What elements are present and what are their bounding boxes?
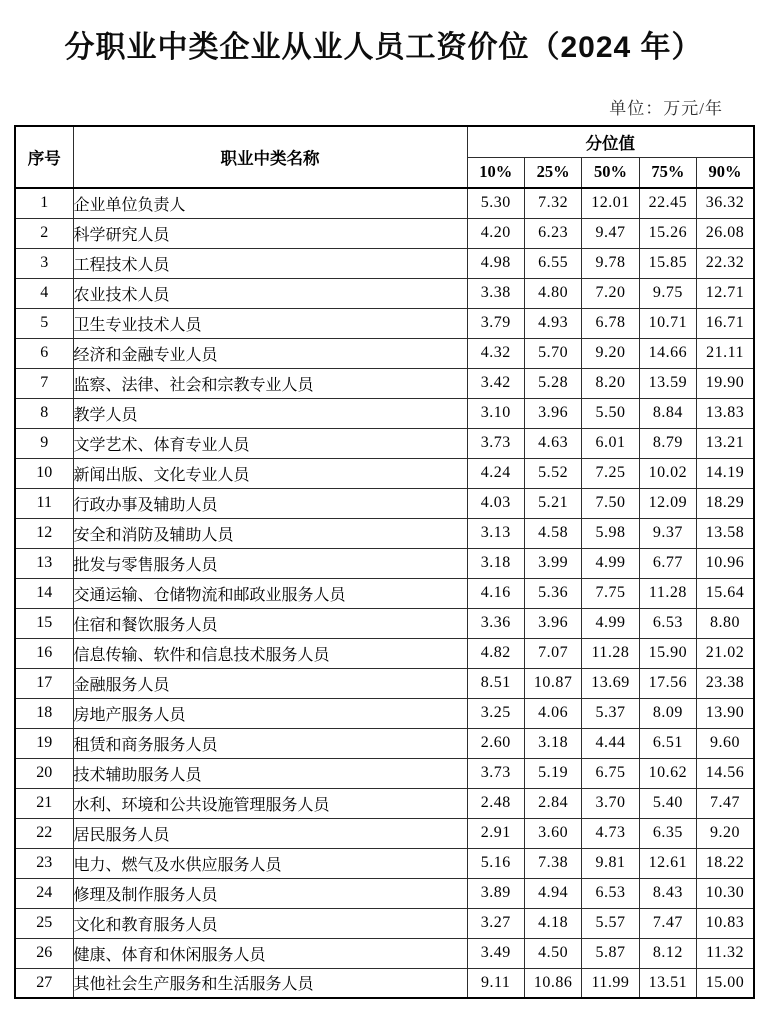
header-percentile-75: 75% [639,157,696,188]
percentile-value: 9.20 [582,338,639,368]
percentile-value: 4.82 [467,638,524,668]
header-percentile-group: 分位值 [467,126,754,157]
row-index: 12 [15,518,73,548]
row-index: 20 [15,758,73,788]
unit-label: 单位：万元/年 [609,99,723,118]
percentile-value: 9.11 [467,968,524,998]
percentile-value: 6.53 [639,608,696,638]
table-row [15,548,754,578]
percentile-value: 10.62 [639,758,696,788]
percentile-value: 5.19 [524,758,581,788]
row-index: 2 [15,218,73,248]
percentile-value: 14.66 [639,338,696,368]
percentile-value: 26.08 [697,218,754,248]
percentile-value: 7.38 [524,848,581,878]
row-index: 23 [15,848,73,878]
percentile-value: 21.11 [697,338,754,368]
occupation-name: 教学人员 [73,398,467,428]
percentile-value: 11.28 [639,578,696,608]
row-index: 6 [15,338,73,368]
row-index: 5 [15,308,73,338]
percentile-value: 5.50 [582,398,639,428]
percentile-value: 9.37 [639,518,696,548]
percentile-value: 11.32 [697,938,754,968]
percentile-value: 10.83 [697,908,754,938]
header-index: 序号 [15,126,73,188]
percentile-value: 3.96 [524,398,581,428]
percentile-value: 15.64 [697,578,754,608]
table-row [15,188,754,218]
row-index: 4 [15,278,73,308]
table-row [15,728,754,758]
occupation-name: 经济和金融专业人员 [73,338,467,368]
row-index: 16 [15,638,73,668]
percentile-value: 23.38 [697,668,754,698]
percentile-value: 8.09 [639,698,696,728]
row-index: 13 [15,548,73,578]
header-percentile-25: 25% [524,157,581,188]
percentile-value: 4.44 [582,728,639,758]
table-row [15,758,754,788]
wage-table [14,125,755,999]
percentile-value: 9.60 [697,728,754,758]
occupation-name: 行政办事及辅助人员 [73,488,467,518]
percentile-value: 3.42 [467,368,524,398]
row-index: 14 [15,578,73,608]
row-index: 17 [15,668,73,698]
row-index: 19 [15,728,73,758]
occupation-name: 科学研究人员 [73,218,467,248]
table-row [15,458,754,488]
percentile-value: 5.57 [582,908,639,938]
percentile-value: 10.87 [524,668,581,698]
percentile-value: 15.00 [697,968,754,998]
header-occupation-name: 职业中类名称 [73,126,467,188]
row-index: 22 [15,818,73,848]
percentile-value: 6.53 [582,878,639,908]
percentile-value: 10.96 [697,548,754,578]
percentile-value: 5.36 [524,578,581,608]
percentile-value: 6.01 [582,428,639,458]
table-header [15,126,754,188]
percentile-value: 5.30 [467,188,524,218]
percentile-value: 13.90 [697,698,754,728]
row-index: 1 [15,188,73,218]
percentile-value: 5.37 [582,698,639,728]
percentile-value: 15.85 [639,248,696,278]
percentile-value: 4.58 [524,518,581,548]
percentile-value: 5.40 [639,788,696,818]
percentile-value: 5.52 [524,458,581,488]
table-row [15,968,754,998]
page-title: 分职业中类企业从业人员工资价位（2024 年） [64,31,703,64]
percentile-value: 4.03 [467,488,524,518]
percentile-value: 22.45 [639,188,696,218]
row-index: 10 [15,458,73,488]
percentile-value: 9.20 [697,818,754,848]
table-row [15,578,754,608]
table-row [15,308,754,338]
percentile-value: 4.80 [524,278,581,308]
occupation-name: 修理及制作服务人员 [73,878,467,908]
percentile-value: 3.25 [467,698,524,728]
occupation-name: 卫生专业技术人员 [73,308,467,338]
occupation-name: 技术辅助服务人员 [73,758,467,788]
percentile-value: 3.99 [524,548,581,578]
occupation-name: 企业单位负责人 [73,188,467,218]
percentile-value: 3.49 [467,938,524,968]
percentile-value: 8.12 [639,938,696,968]
row-index: 24 [15,878,73,908]
occupation-name: 租赁和商务服务人员 [73,728,467,758]
percentile-value: 7.32 [524,188,581,218]
percentile-value: 14.56 [697,758,754,788]
table-row [15,698,754,728]
percentile-value: 8.43 [639,878,696,908]
table-row [15,668,754,698]
percentile-value: 6.75 [582,758,639,788]
table-row [15,428,754,458]
percentile-value: 16.71 [697,308,754,338]
percentile-value: 8.20 [582,368,639,398]
percentile-value: 5.70 [524,338,581,368]
percentile-value: 15.90 [639,638,696,668]
percentile-value: 5.28 [524,368,581,398]
occupation-name: 其他社会生产服务和生活服务人员 [73,968,467,998]
occupation-name: 新闻出版、文化专业人员 [73,458,467,488]
occupation-name: 金融服务人员 [73,668,467,698]
table-row [15,818,754,848]
occupation-name: 交通运输、仓储物流和邮政业服务人员 [73,578,467,608]
percentile-value: 4.93 [524,308,581,338]
table-row [15,878,754,908]
percentile-value: 3.79 [467,308,524,338]
occupation-name: 电力、燃气及水供应服务人员 [73,848,467,878]
table-row [15,518,754,548]
percentile-value: 6.51 [639,728,696,758]
table-row [15,218,754,248]
percentile-value: 11.28 [582,638,639,668]
percentile-value: 3.18 [524,728,581,758]
percentile-value: 13.59 [639,368,696,398]
percentile-value: 14.19 [697,458,754,488]
percentile-value: 9.75 [639,278,696,308]
percentile-value: 4.20 [467,218,524,248]
occupation-name: 工程技术人员 [73,248,467,278]
percentile-value: 9.81 [582,848,639,878]
percentile-value: 3.96 [524,608,581,638]
percentile-value: 6.78 [582,308,639,338]
percentile-value: 3.38 [467,278,524,308]
table-row [15,638,754,668]
percentile-value: 3.36 [467,608,524,638]
table-row [15,848,754,878]
percentile-value: 3.73 [467,428,524,458]
row-index: 27 [15,968,73,998]
percentile-value: 12.01 [582,188,639,218]
percentile-value: 4.98 [467,248,524,278]
percentile-value: 3.13 [467,518,524,548]
percentile-value: 7.50 [582,488,639,518]
percentile-value: 7.25 [582,458,639,488]
percentile-value: 13.51 [639,968,696,998]
table-row [15,488,754,518]
percentile-value: 3.27 [467,908,524,938]
percentile-value: 4.16 [467,578,524,608]
occupation-name: 农业技术人员 [73,278,467,308]
percentile-value: 12.71 [697,278,754,308]
percentile-value: 17.56 [639,668,696,698]
percentile-value: 9.78 [582,248,639,278]
percentile-value: 11.99 [582,968,639,998]
percentile-value: 7.75 [582,578,639,608]
percentile-value: 4.06 [524,698,581,728]
occupation-name: 居民服务人员 [73,818,467,848]
row-index: 7 [15,368,73,398]
percentile-value: 4.24 [467,458,524,488]
percentile-value: 8.79 [639,428,696,458]
percentile-value: 10.30 [697,878,754,908]
percentile-value: 6.35 [639,818,696,848]
percentile-value: 12.61 [639,848,696,878]
row-index: 26 [15,938,73,968]
percentile-value: 3.18 [467,548,524,578]
percentile-value: 2.48 [467,788,524,818]
percentile-value: 4.99 [582,548,639,578]
percentile-value: 22.32 [697,248,754,278]
percentile-value: 8.80 [697,608,754,638]
percentile-value: 4.73 [582,818,639,848]
table-row [15,368,754,398]
percentile-value: 2.60 [467,728,524,758]
percentile-value: 6.55 [524,248,581,278]
percentile-value: 7.07 [524,638,581,668]
percentile-value: 13.69 [582,668,639,698]
percentile-value: 3.73 [467,758,524,788]
percentile-value: 13.58 [697,518,754,548]
table-row [15,938,754,968]
percentile-value: 7.47 [697,788,754,818]
row-index: 8 [15,398,73,428]
occupation-name: 文学艺术、体育专业人员 [73,428,467,458]
row-index: 9 [15,428,73,458]
percentile-value: 8.84 [639,398,696,428]
occupation-name: 健康、体育和休闲服务人员 [73,938,467,968]
percentile-value: 3.89 [467,878,524,908]
header-percentile-90: 90% [697,157,754,188]
row-index: 11 [15,488,73,518]
percentile-value: 6.77 [639,548,696,578]
percentile-value: 4.18 [524,908,581,938]
percentile-value: 4.99 [582,608,639,638]
occupation-name: 批发与零售服务人员 [73,548,467,578]
percentile-value: 18.29 [697,488,754,518]
table-row [15,248,754,278]
percentile-value: 3.70 [582,788,639,818]
table-row [15,788,754,818]
occupation-name: 安全和消防及辅助人员 [73,518,467,548]
row-index: 25 [15,908,73,938]
percentile-value: 5.21 [524,488,581,518]
occupation-name: 房地产服务人员 [73,698,467,728]
table-body [15,188,754,998]
occupation-name: 文化和教育服务人员 [73,908,467,938]
percentile-value: 9.47 [582,218,639,248]
percentile-value: 12.09 [639,488,696,518]
percentile-value: 15.26 [639,218,696,248]
percentile-value: 7.20 [582,278,639,308]
header-percentile-10: 10% [467,157,524,188]
header-percentile-50: 50% [582,157,639,188]
percentile-value: 8.51 [467,668,524,698]
percentile-value: 7.47 [639,908,696,938]
percentile-value: 10.71 [639,308,696,338]
percentile-value: 10.02 [639,458,696,488]
percentile-value: 13.21 [697,428,754,458]
percentile-value: 18.22 [697,848,754,878]
table-row [15,338,754,368]
table-row [15,398,754,428]
percentile-value: 4.32 [467,338,524,368]
percentile-value: 5.98 [582,518,639,548]
row-index: 18 [15,698,73,728]
percentile-value: 13.83 [697,398,754,428]
occupation-name: 住宿和餐饮服务人员 [73,608,467,638]
percentile-value: 2.91 [467,818,524,848]
occupation-name: 水利、环境和公共设施管理服务人员 [73,788,467,818]
table-row [15,608,754,638]
occupation-name: 监察、法律、社会和宗教专业人员 [73,368,467,398]
row-index: 3 [15,248,73,278]
percentile-value: 19.90 [697,368,754,398]
row-index: 15 [15,608,73,638]
percentile-value: 36.32 [697,188,754,218]
percentile-value: 4.50 [524,938,581,968]
percentile-value: 10.86 [524,968,581,998]
table-row [15,278,754,308]
percentile-value: 6.23 [524,218,581,248]
occupation-name: 信息传输、软件和信息技术服务人员 [73,638,467,668]
percentile-value: 2.84 [524,788,581,818]
percentile-value: 5.87 [582,938,639,968]
percentile-value: 21.02 [697,638,754,668]
row-index: 21 [15,788,73,818]
percentile-value: 5.16 [467,848,524,878]
percentile-value: 3.60 [524,818,581,848]
table-row [15,908,754,938]
percentile-value: 4.63 [524,428,581,458]
percentile-value: 3.10 [467,398,524,428]
percentile-value: 4.94 [524,878,581,908]
